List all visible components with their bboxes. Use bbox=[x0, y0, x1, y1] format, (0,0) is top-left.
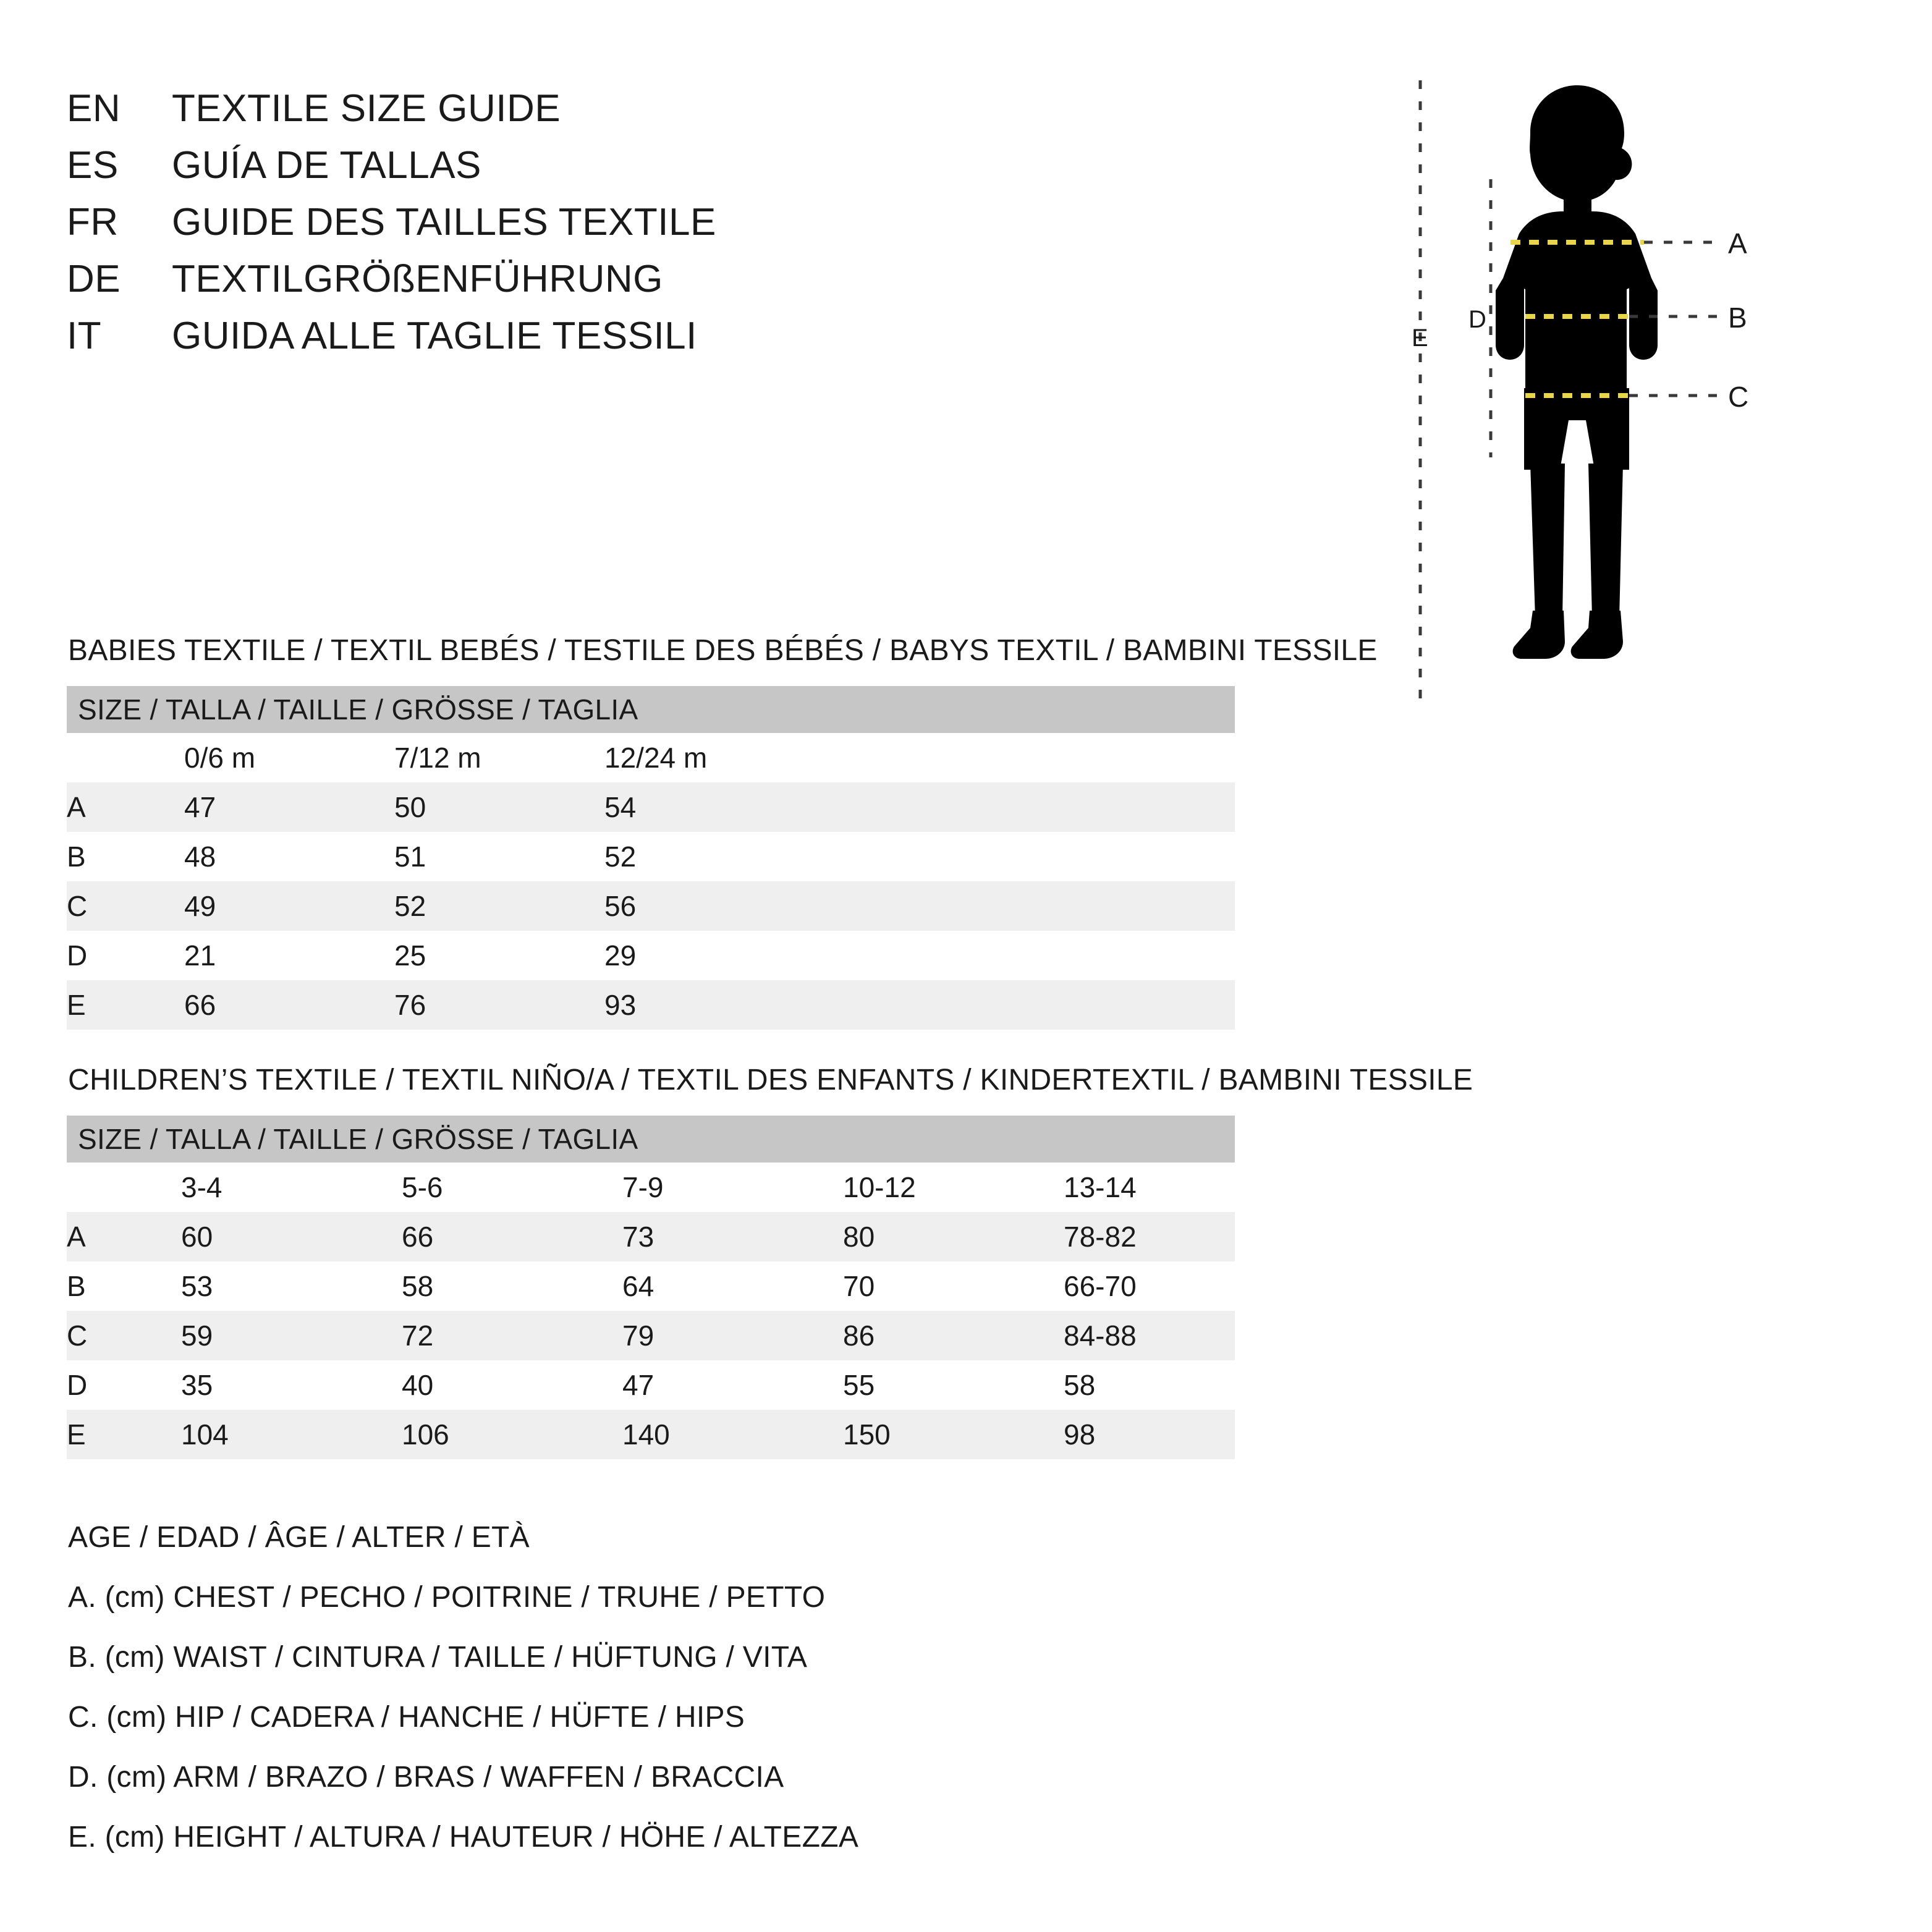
title-row-it bbox=[67, 314, 932, 371]
children-col-3: 10-12 bbox=[794, 1163, 1014, 1212]
legend-height: E. (cm) HEIGHT / ALTURA / HAUTEUR / HÖHE / ALTEZZA bbox=[68, 1821, 859, 1854]
figure-label-c: C bbox=[1728, 381, 1749, 413]
table-row bbox=[67, 931, 1235, 980]
children-size-table bbox=[67, 1116, 1235, 1459]
babies-c-2: 56 bbox=[549, 881, 759, 931]
measurement-legend bbox=[68, 1520, 1242, 1880]
child-silhouette bbox=[1496, 85, 1658, 659]
figure-label-a: A bbox=[1728, 227, 1747, 260]
children-a-3: 80 bbox=[794, 1212, 1014, 1261]
title-row-en bbox=[67, 87, 932, 143]
children-d-1: 40 bbox=[352, 1360, 573, 1410]
babies-size-table bbox=[67, 686, 1235, 1030]
children-b-3: 70 bbox=[794, 1261, 1014, 1311]
table-row bbox=[67, 782, 1235, 832]
children-a-4: 78-82 bbox=[1014, 1212, 1235, 1261]
children-col-4: 13-14 bbox=[1014, 1163, 1235, 1212]
children-d-3: 55 bbox=[794, 1360, 1014, 1410]
title-lang-it: IT bbox=[67, 315, 102, 357]
children-col-0: 3-4 bbox=[132, 1163, 352, 1212]
children-col-1: 5-6 bbox=[352, 1163, 573, 1212]
children-corner-cell bbox=[67, 1163, 132, 1212]
children-a-0: 60 bbox=[132, 1212, 352, 1261]
table-row bbox=[67, 832, 1235, 881]
babies-d-1: 25 bbox=[339, 931, 549, 980]
babies-b-1: 51 bbox=[339, 832, 549, 881]
title-text-es: GUÍA DE TALLAS bbox=[172, 144, 481, 187]
title-row-de bbox=[67, 257, 932, 314]
title-text-it: GUIDA ALLE TAGLIE TESSILI bbox=[172, 315, 697, 357]
children-e-0: 104 bbox=[132, 1410, 352, 1459]
babies-col-2: 12/24 m bbox=[549, 733, 759, 782]
babies-b-0: 48 bbox=[129, 832, 339, 881]
babies-c-1: 52 bbox=[339, 881, 549, 931]
children-e-1: 106 bbox=[352, 1410, 573, 1459]
children-size-header: SIZE / TALLA / TAILLE / GRÖSSE / TAGLIA bbox=[67, 1116, 1235, 1163]
babies-section-heading: BABIES TEXTILE / TEXTIL BEBÉS / TESTILE DES BÉBÉS / BABYS TEXTIL / BAMBINI TESSILE bbox=[68, 634, 1378, 667]
children-b-1: 58 bbox=[352, 1261, 573, 1311]
babies-spacer-e bbox=[759, 980, 1235, 1030]
title-lang-en: EN bbox=[67, 87, 121, 130]
children-row-label-d: D bbox=[67, 1360, 132, 1410]
babies-spacer-d bbox=[759, 931, 1235, 980]
figure-label-e: E bbox=[1412, 324, 1428, 352]
children-d-0: 35 bbox=[132, 1360, 352, 1410]
figure-label-d: D bbox=[1468, 306, 1486, 333]
title-lang-de: DE bbox=[67, 258, 121, 300]
babies-c-0: 49 bbox=[129, 881, 339, 931]
babies-e-2: 93 bbox=[549, 980, 759, 1030]
children-c-4: 84-88 bbox=[1014, 1311, 1235, 1360]
children-c-2: 79 bbox=[573, 1311, 794, 1360]
title-row-es bbox=[67, 143, 932, 200]
title-text-de: TEXTILGRÖßENFÜHRUNG bbox=[172, 258, 663, 300]
babies-d-0: 21 bbox=[129, 931, 339, 980]
babies-a-0: 47 bbox=[129, 782, 339, 832]
children-e-3: 150 bbox=[794, 1410, 1014, 1459]
babies-row-label-d: D bbox=[67, 931, 129, 980]
title-lang-es: ES bbox=[67, 144, 119, 187]
legend-arm: D. (cm) ARM / BRAZO / BRAS / WAFFEN / BRACCIA bbox=[68, 1761, 784, 1794]
measurement-figure bbox=[1409, 74, 1854, 766]
table-row bbox=[67, 881, 1235, 931]
children-row-label-c: C bbox=[67, 1311, 132, 1360]
babies-corner-cell bbox=[67, 733, 129, 782]
children-c-1: 72 bbox=[352, 1311, 573, 1360]
title-block bbox=[67, 87, 932, 371]
babies-a-2: 54 bbox=[549, 782, 759, 832]
figure-label-b: B bbox=[1728, 302, 1747, 334]
title-lang-fr: FR bbox=[67, 201, 119, 244]
table-row bbox=[67, 1261, 1235, 1311]
babies-spacer-c bbox=[759, 881, 1235, 931]
children-d-4: 58 bbox=[1014, 1360, 1235, 1410]
children-d-2: 47 bbox=[573, 1360, 794, 1410]
children-b-4: 66-70 bbox=[1014, 1261, 1235, 1311]
children-b-2: 64 bbox=[573, 1261, 794, 1311]
table-row bbox=[67, 980, 1235, 1030]
babies-b-2: 52 bbox=[549, 832, 759, 881]
children-table-grid bbox=[67, 1163, 1235, 1459]
children-row-label-b: B bbox=[67, 1261, 132, 1311]
legend-hip: C. (cm) HIP / CADERA / HANCHE / HÜFTE / HIPS bbox=[68, 1701, 745, 1734]
babies-e-0: 66 bbox=[129, 980, 339, 1030]
children-col-2: 7-9 bbox=[573, 1163, 794, 1212]
babies-a-1: 50 bbox=[339, 782, 549, 832]
babies-column-header-row bbox=[67, 733, 1235, 782]
babies-spacer-cell bbox=[759, 733, 1235, 782]
babies-row-label-a: A bbox=[67, 782, 129, 832]
children-c-0: 59 bbox=[132, 1311, 352, 1360]
babies-table-grid bbox=[67, 733, 1235, 1030]
title-text-fr: GUIDE DES TAILLES TEXTILE bbox=[172, 201, 716, 244]
babies-spacer-b bbox=[759, 832, 1235, 881]
children-row-label-e: E bbox=[67, 1410, 132, 1459]
title-text-en: TEXTILE SIZE GUIDE bbox=[172, 87, 561, 130]
children-e-2: 140 bbox=[573, 1410, 794, 1459]
babies-size-header: SIZE / TALLA / TAILLE / GRÖSSE / TAGLIA bbox=[67, 686, 1235, 733]
babies-e-1: 76 bbox=[339, 980, 549, 1030]
table-row bbox=[67, 1212, 1235, 1261]
legend-age: AGE / EDAD / ÂGE / ALTER / ETÀ bbox=[68, 1521, 530, 1554]
babies-d-2: 29 bbox=[549, 931, 759, 980]
children-column-header-row bbox=[67, 1163, 1235, 1212]
babies-row-label-b: B bbox=[67, 832, 129, 881]
legend-waist: B. (cm) WAIST / CINTURA / TAILLE / HÜFTUNG / VITA bbox=[68, 1641, 808, 1674]
children-b-0: 53 bbox=[132, 1261, 352, 1311]
children-section-heading: CHILDREN’S TEXTILE / TEXTIL NIÑO/A / TEXTIL DES ENFANTS / KINDERTEXTIL / BAMBINI TESSILE bbox=[68, 1064, 1473, 1096]
babies-row-label-e: E bbox=[67, 980, 129, 1030]
babies-col-0: 0/6 m bbox=[129, 733, 339, 782]
children-e-4: 98 bbox=[1014, 1410, 1235, 1459]
table-row bbox=[67, 1311, 1235, 1360]
children-c-3: 86 bbox=[794, 1311, 1014, 1360]
table-row bbox=[67, 1360, 1235, 1410]
children-row-label-a: A bbox=[67, 1212, 132, 1261]
title-row-fr bbox=[67, 200, 932, 257]
children-a-1: 66 bbox=[352, 1212, 573, 1261]
children-a-2: 73 bbox=[573, 1212, 794, 1261]
legend-chest: A. (cm) CHEST / PECHO / POITRINE / TRUHE / PETTO bbox=[68, 1581, 826, 1614]
babies-row-label-c: C bbox=[67, 881, 129, 931]
table-row bbox=[67, 1410, 1235, 1459]
babies-spacer-a bbox=[759, 782, 1235, 832]
babies-col-1: 7/12 m bbox=[339, 733, 549, 782]
